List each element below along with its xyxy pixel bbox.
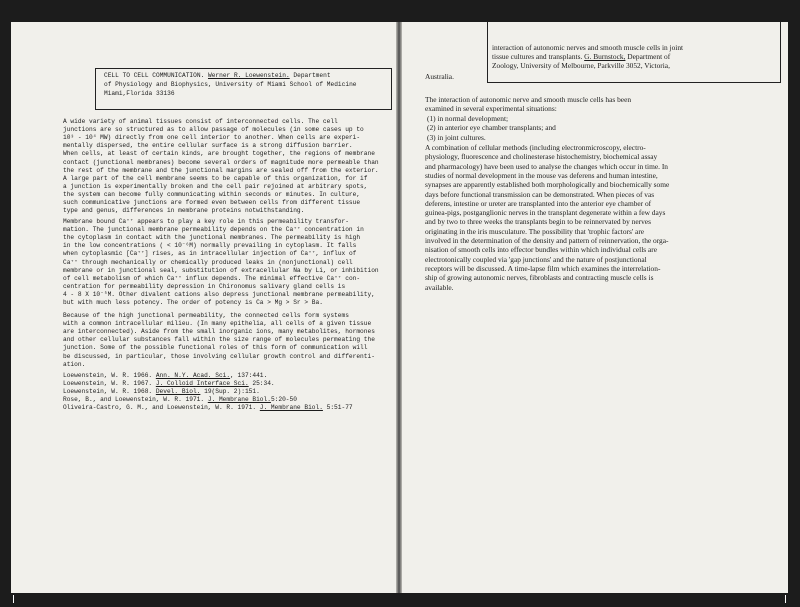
list-item: (3) in joint cultures. — [427, 132, 486, 142]
text-line: a junction is experimentally broken and the cell pair rejoined at arbitrary spots, — [63, 182, 368, 190]
reference-text: Oliveira-Castro, G. M., and Loewenstein, W. R. 1971. — [63, 404, 260, 412]
text-line: When cells, at least of certain kinds, are brought together, the regions of membrane — [63, 150, 375, 158]
text-line: mation. The junctional membrane permeability depends on the Ca⁺⁺ concentration in — [63, 226, 364, 234]
reference-text: , 137:441. — [230, 372, 268, 379]
abstract-author: Werner R. Loewenstein. — [207, 72, 290, 79]
text-line: but with much less potency. The order of potency is Ca > Mg > Sr > Ba. — [63, 299, 323, 306]
text-line: in the low concentrations ( < 10⁻⁶M) normally prevailing in cytoplasm. It falls — [63, 242, 357, 250]
left-page — [11, 22, 396, 593]
text-line: the cytoplasm in contact with the junctional membranes. The permeability is high — [63, 234, 361, 242]
reference-item — [63, 404, 353, 411]
text-line: junctions are so structured as to allow passage of molecules (in some cases up to — [63, 126, 364, 134]
text-line: Ca⁺⁺ through mechanically or chemically produced leaks in (nonjunctional) cell — [63, 258, 353, 266]
header-dept: Department of — [625, 52, 671, 61]
list-item: (1) in normal development; — [427, 114, 509, 123]
abstract-title: CELL TO CELL COMMUNICATION. — [104, 72, 205, 79]
text-line: are interconnected). Aside from the small inorganic ions, many metabolites, hormones — [63, 328, 375, 336]
reference-text: 5:51-77 — [322, 404, 353, 412]
reference-journal: J. Colloid Interface Sci. — [155, 380, 249, 388]
reference-item — [63, 396, 297, 403]
text-line: days before functional transmission can be demonstrated. When pieces of vas — [425, 189, 655, 199]
abstract-header-box — [95, 68, 392, 110]
text-line: membrane or in junctional seal, substitution of extracellular Na by Li, or inhibition — [63, 266, 379, 274]
text-line: mentally dispersed, the entire cellular surface is a strong diffusion barrier. — [63, 142, 353, 150]
text-line: such communicative junctions are formed even between cells from different tissue — [63, 199, 361, 206]
edge-mark — [13, 595, 14, 603]
header-line-2 — [492, 53, 670, 61]
text-line: when cytoplasmic [Ca⁺⁺] rises, as in intracellular injection of Ca⁺⁺, influx of — [63, 250, 357, 258]
reference-text: 19(Sup. 2):151. — [200, 388, 260, 396]
text-line: synapses are apparently established both morphologically and biochemically some — [425, 180, 670, 190]
text-line: receptors will be discussed. A time-lapse film which examines the interrelation- — [425, 263, 661, 273]
text-line: A combination of cellular methods (including electronmicroscopy, electro- — [425, 143, 646, 152]
text-line: 4 - 8 X 10⁻⁵M. Other divalent cations also depress junctional membrane permeability, — [63, 290, 375, 298]
header-title-end: tissue cultures and transplants. — [492, 52, 585, 61]
text-line: junction. Some of the possible functional roles of this form of communication will — [63, 344, 368, 352]
text-line: of cell metabolism of which Ca⁺⁺ influx depends. The minimal effective Ca⁺⁺ con- — [63, 274, 361, 282]
abstract-author: G. Burnstock, — [584, 52, 626, 61]
text-line: originating in the iris musculature. The possibility that 'trophic factors' are — [425, 226, 645, 236]
header-line-2: of Physiology and Biophysics, University of Miami School of Medicine — [104, 81, 357, 88]
header-line-4: Australia. — [425, 72, 454, 81]
text-line: nisation of smooth cells into effector bundles within which individual cells are — [425, 245, 658, 255]
text-line: with a common intracellular milieu. (In many epithelia, all cells of a given tissue — [63, 320, 372, 328]
header-line-3: Zoology, University of Melbourne, Parkville 3052, Victoria, — [492, 61, 670, 70]
right-page — [402, 22, 788, 593]
header-line-1 — [104, 72, 331, 79]
reference-journal: Devel. Biol. — [155, 388, 201, 396]
text-line: A large part of the cell membrane seems to be capable of this organization, for if — [63, 174, 368, 182]
text-line: 10³ - 10⁴ MW) directly from one cell interior to another. When cells are experi- — [63, 134, 361, 142]
reference-item — [63, 372, 267, 379]
reference-journal: J. Membrane Biol. — [259, 404, 323, 412]
text-line: be discussed, in particular, those involving cellular growth control and differenti- — [63, 352, 375, 360]
text-line: Because of the high junctional permeability, the connected cells form systems — [63, 312, 349, 319]
text-line: The interaction of autonomic nerve and smooth muscle cells has been — [425, 95, 632, 104]
text-line: and pharmacology) have been used to analyse the changes which occur in time. In — [425, 161, 668, 171]
text-line: studies of normal development in the mouse vas deferens and human intestine, — [425, 170, 658, 180]
header-line-1: interaction of autonomic nerves and smooth muscle cells in joint — [492, 43, 684, 52]
reference-text: Loewenstein, W. R. 1968. — [63, 388, 156, 396]
text-line: contact (junctional membranes) become several orders of magnitude more permeable than — [63, 158, 379, 166]
edge-mark — [785, 595, 786, 603]
text-line: involved in the determination of the density and pattern of reinnervation, the orga- — [425, 236, 669, 245]
reference-text: Loewenstein, W. R. 1966. — [63, 372, 156, 379]
reference-text: 25:34. — [248, 380, 275, 388]
reference-text: 5:20-50 — [270, 396, 297, 404]
text-line: ation. — [63, 360, 86, 368]
header-dept: Department — [293, 72, 331, 79]
text-line: A wide variety of animal tissues consist of interconnected cells. The cell — [63, 118, 338, 125]
reference-journal: J. Membrane Biol. — [207, 396, 271, 404]
text-line: type and genus, differences in membrane proteins notwithstanding. — [63, 207, 305, 215]
list-item: (2) in anterior eye chamber transplants; and — [427, 123, 556, 133]
text-line: examined in several experimental situations: — [425, 104, 557, 114]
text-line: ship of growing autonomic nerves, fibroblasts and contracting muscle cells is — [425, 273, 654, 283]
header-line-3: Miami,Florida 33136 — [104, 90, 175, 97]
text-line: centration for permeability depression in Chironomus salivary gland cells is — [63, 282, 346, 290]
text-line: and by two to three weeks the transplants begin to be reinnervated by nerves — [425, 217, 651, 227]
reference-item — [63, 388, 260, 395]
text-line: electrotonically coupled via 'gap junctions' and the nature of postjunctional — [425, 254, 647, 264]
reference-journal: Ann. N.Y. Acad. Sci. — [155, 372, 231, 379]
reference-text: Rose, B., and Loewenstein, W. R. 1971. — [63, 396, 208, 404]
text-line: Membrane bound Ca⁺⁺ appears to play a key role in this permeability transfor- — [63, 218, 349, 225]
reference-item — [63, 380, 275, 387]
text-line: and other cellular substances fall within the size range of molecules permeating the — [63, 336, 375, 344]
text-line: physiology, fluorescence and cholinesterase histochemistry, biochemical assay — [425, 152, 658, 162]
text-line: the system can become fully communicating within seconds or minutes. In culture, — [63, 190, 361, 198]
text-line: the rest of the membrane and the junctional margins are sealed off from the exterior. — [63, 166, 379, 174]
text-line: guinea-pigs, postganglionic nerves in the transplant degenerate within a few days — [425, 208, 666, 218]
text-line: deferens, intestine or ureter are transplanted into the anterior eye chamber of — [425, 198, 652, 208]
text-line: available. — [425, 282, 454, 292]
reference-text: Loewenstein, W. R. 1967. — [63, 380, 156, 388]
